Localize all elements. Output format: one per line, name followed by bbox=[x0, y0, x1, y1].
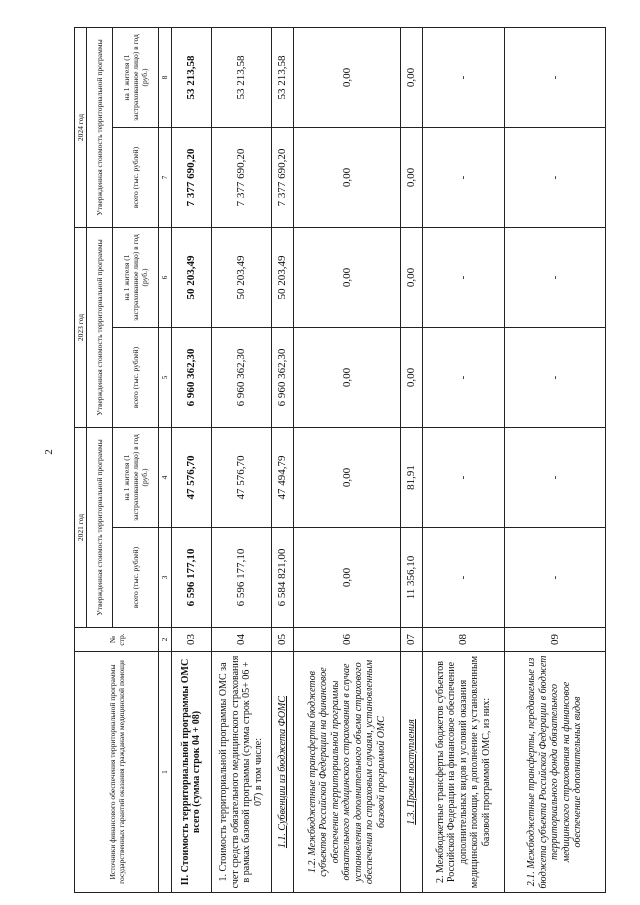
row-number: 04 bbox=[211, 628, 271, 652]
cell-value: - bbox=[422, 428, 504, 528]
cell-value: 50 203,49 bbox=[171, 228, 211, 328]
table-row bbox=[422, 28, 504, 893]
col-number: 2 bbox=[159, 628, 171, 652]
cell-value: 53 213,58 bbox=[171, 28, 211, 128]
cell-value: 7 377 690,20 bbox=[272, 128, 294, 228]
cell-value: 0,00 bbox=[294, 328, 401, 428]
cell-value: 0,00 bbox=[294, 428, 401, 528]
cell-value: 6 960 362,30 bbox=[171, 328, 211, 428]
row-number: 08 bbox=[422, 628, 504, 652]
row-name: 1.3. Прочие поступления bbox=[400, 652, 422, 893]
cell-value: - bbox=[505, 428, 606, 528]
cell-value: - bbox=[422, 528, 504, 628]
cell-value: 6 960 362,30 bbox=[211, 328, 271, 428]
cell-value: - bbox=[505, 328, 606, 428]
cell-value: 0,00 bbox=[294, 528, 401, 628]
header-per-person: на 1 жителя (1 застрахованное лицо) в год (руб.) bbox=[113, 228, 159, 328]
col-number: 8 bbox=[159, 28, 171, 128]
financing-table bbox=[74, 27, 606, 893]
row-number: 06 bbox=[294, 628, 401, 652]
table-row bbox=[400, 28, 422, 893]
header-year-2021: 2021 год bbox=[75, 428, 87, 628]
page-number: 2 bbox=[42, 449, 55, 455]
cell-value: - bbox=[505, 128, 606, 228]
row-number: 05 bbox=[272, 628, 294, 652]
header-total: всего (тыс. рублей) bbox=[113, 328, 159, 428]
cell-value: 50 203,49 bbox=[211, 228, 271, 328]
col-number: 1 bbox=[159, 652, 171, 893]
row-name: 2. Межбюджетные трансферты бюджетов субъектов Российской Федерации на финансовое обеспечение дополнительных видов и условий оказания медицинской помощи, в дополнение к установленным базовой программой ОМС, из них: bbox=[422, 652, 504, 893]
cell-value: 47 576,70 bbox=[171, 428, 211, 528]
col-number: 5 bbox=[159, 328, 171, 428]
cell-value: 47 494,79 bbox=[272, 428, 294, 528]
row-number: 09 bbox=[505, 628, 606, 652]
row-number: 07 bbox=[400, 628, 422, 652]
cell-value: 0,00 bbox=[400, 28, 422, 128]
row-name: 2.1. Межбюджетные трансферты, передаваемые из бюджета субъекта Российской Федерации в бюджет территориального фонда обязательного медицинского страхования на финансовое обеспечение дополнительных видов bbox=[505, 652, 606, 893]
cell-value: 0,00 bbox=[400, 128, 422, 228]
header-total: всего (тыс. рублей) bbox=[113, 128, 159, 228]
row-number: 03 bbox=[171, 628, 211, 652]
cell-value: - bbox=[422, 228, 504, 328]
header-row-no: № стр. bbox=[75, 628, 159, 652]
cell-value: - bbox=[505, 528, 606, 628]
table-row bbox=[272, 28, 294, 893]
cell-value: - bbox=[422, 128, 504, 228]
cell-value: 6 584 821,00 bbox=[272, 528, 294, 628]
table-row bbox=[171, 28, 211, 893]
cell-value: 6 596 177,10 bbox=[171, 528, 211, 628]
header-per-person: на 1 жителя (1 застрахованное лицо) в год (руб.) bbox=[113, 28, 159, 128]
col-number: 7 bbox=[159, 128, 171, 228]
col-number: 4 bbox=[159, 428, 171, 528]
header-year-2023: 2023 год bbox=[75, 228, 87, 428]
cell-value: - bbox=[422, 28, 504, 128]
rotated-table-sheet bbox=[74, 28, 606, 893]
header-approved-cost: Утвержденная стоимость территориальной программы bbox=[87, 228, 113, 428]
header-approved-cost: Утвержденная стоимость территориальной программы bbox=[87, 428, 113, 628]
cell-value: 11 356,10 bbox=[400, 528, 422, 628]
header-year-2024: 2024 год bbox=[75, 28, 87, 228]
cell-value: 7 377 690,20 bbox=[211, 128, 271, 228]
cell-value: 6 960 362,30 bbox=[272, 328, 294, 428]
col-number: 6 bbox=[159, 228, 171, 328]
cell-value: 50 203,49 bbox=[272, 228, 294, 328]
cell-value: 6 596 177,10 bbox=[211, 528, 271, 628]
cell-value: - bbox=[505, 28, 606, 128]
cell-value: 53 213,58 bbox=[272, 28, 294, 128]
cell-value: 0,00 bbox=[294, 28, 401, 128]
cell-value: 0,00 bbox=[294, 228, 401, 328]
row-name: II. Стоимость территориальной программы ОМС всего (сумма строк 04 + 08) bbox=[171, 652, 211, 893]
header-per-person: на 1 жителя (1 застрахованное лицо) в год (руб.) bbox=[113, 428, 159, 528]
cell-value: - bbox=[422, 328, 504, 428]
row-name: 1. Стоимость территориальной программы ОМС за счет средств обязательного медицинского страхования в рамках базовой программы (сумма строк 05+ 06 + 07) в том числе: bbox=[211, 652, 271, 893]
cell-value: 0,00 bbox=[400, 328, 422, 428]
header-approved-cost: Утвержденная стоимость территориальной программы bbox=[87, 28, 113, 228]
table-row bbox=[294, 28, 401, 893]
header-total: всего (тыс. рублей) bbox=[113, 528, 159, 628]
row-name: 1.1. Субвенции из бюджета ФОМС bbox=[272, 652, 294, 893]
col-number: 3 bbox=[159, 528, 171, 628]
cell-value: 53 213,58 bbox=[211, 28, 271, 128]
table-row bbox=[211, 28, 271, 893]
cell-value: 7 377 690,20 bbox=[171, 128, 211, 228]
cell-value: 0,00 bbox=[400, 228, 422, 328]
cell-value: 0,00 bbox=[294, 128, 401, 228]
cell-value: 81,91 bbox=[400, 428, 422, 528]
row-name: 1.2. Межбюджетные трансферты бюджетов субъектов Российской Федерации на финансовое обеспечение территориальной программы обязательного медицинского страхования в случае установления дополнительного объема страхового обеспечения по страховым случаям, установленным базовой программой ОМС bbox=[294, 652, 401, 893]
header-source: Источники финансового обеспечения территориальной программы государственных гарантий оказания гражданам медицинской помощи bbox=[75, 652, 159, 893]
table-row bbox=[505, 28, 606, 893]
cell-value: - bbox=[505, 228, 606, 328]
cell-value: 47 576,70 bbox=[211, 428, 271, 528]
